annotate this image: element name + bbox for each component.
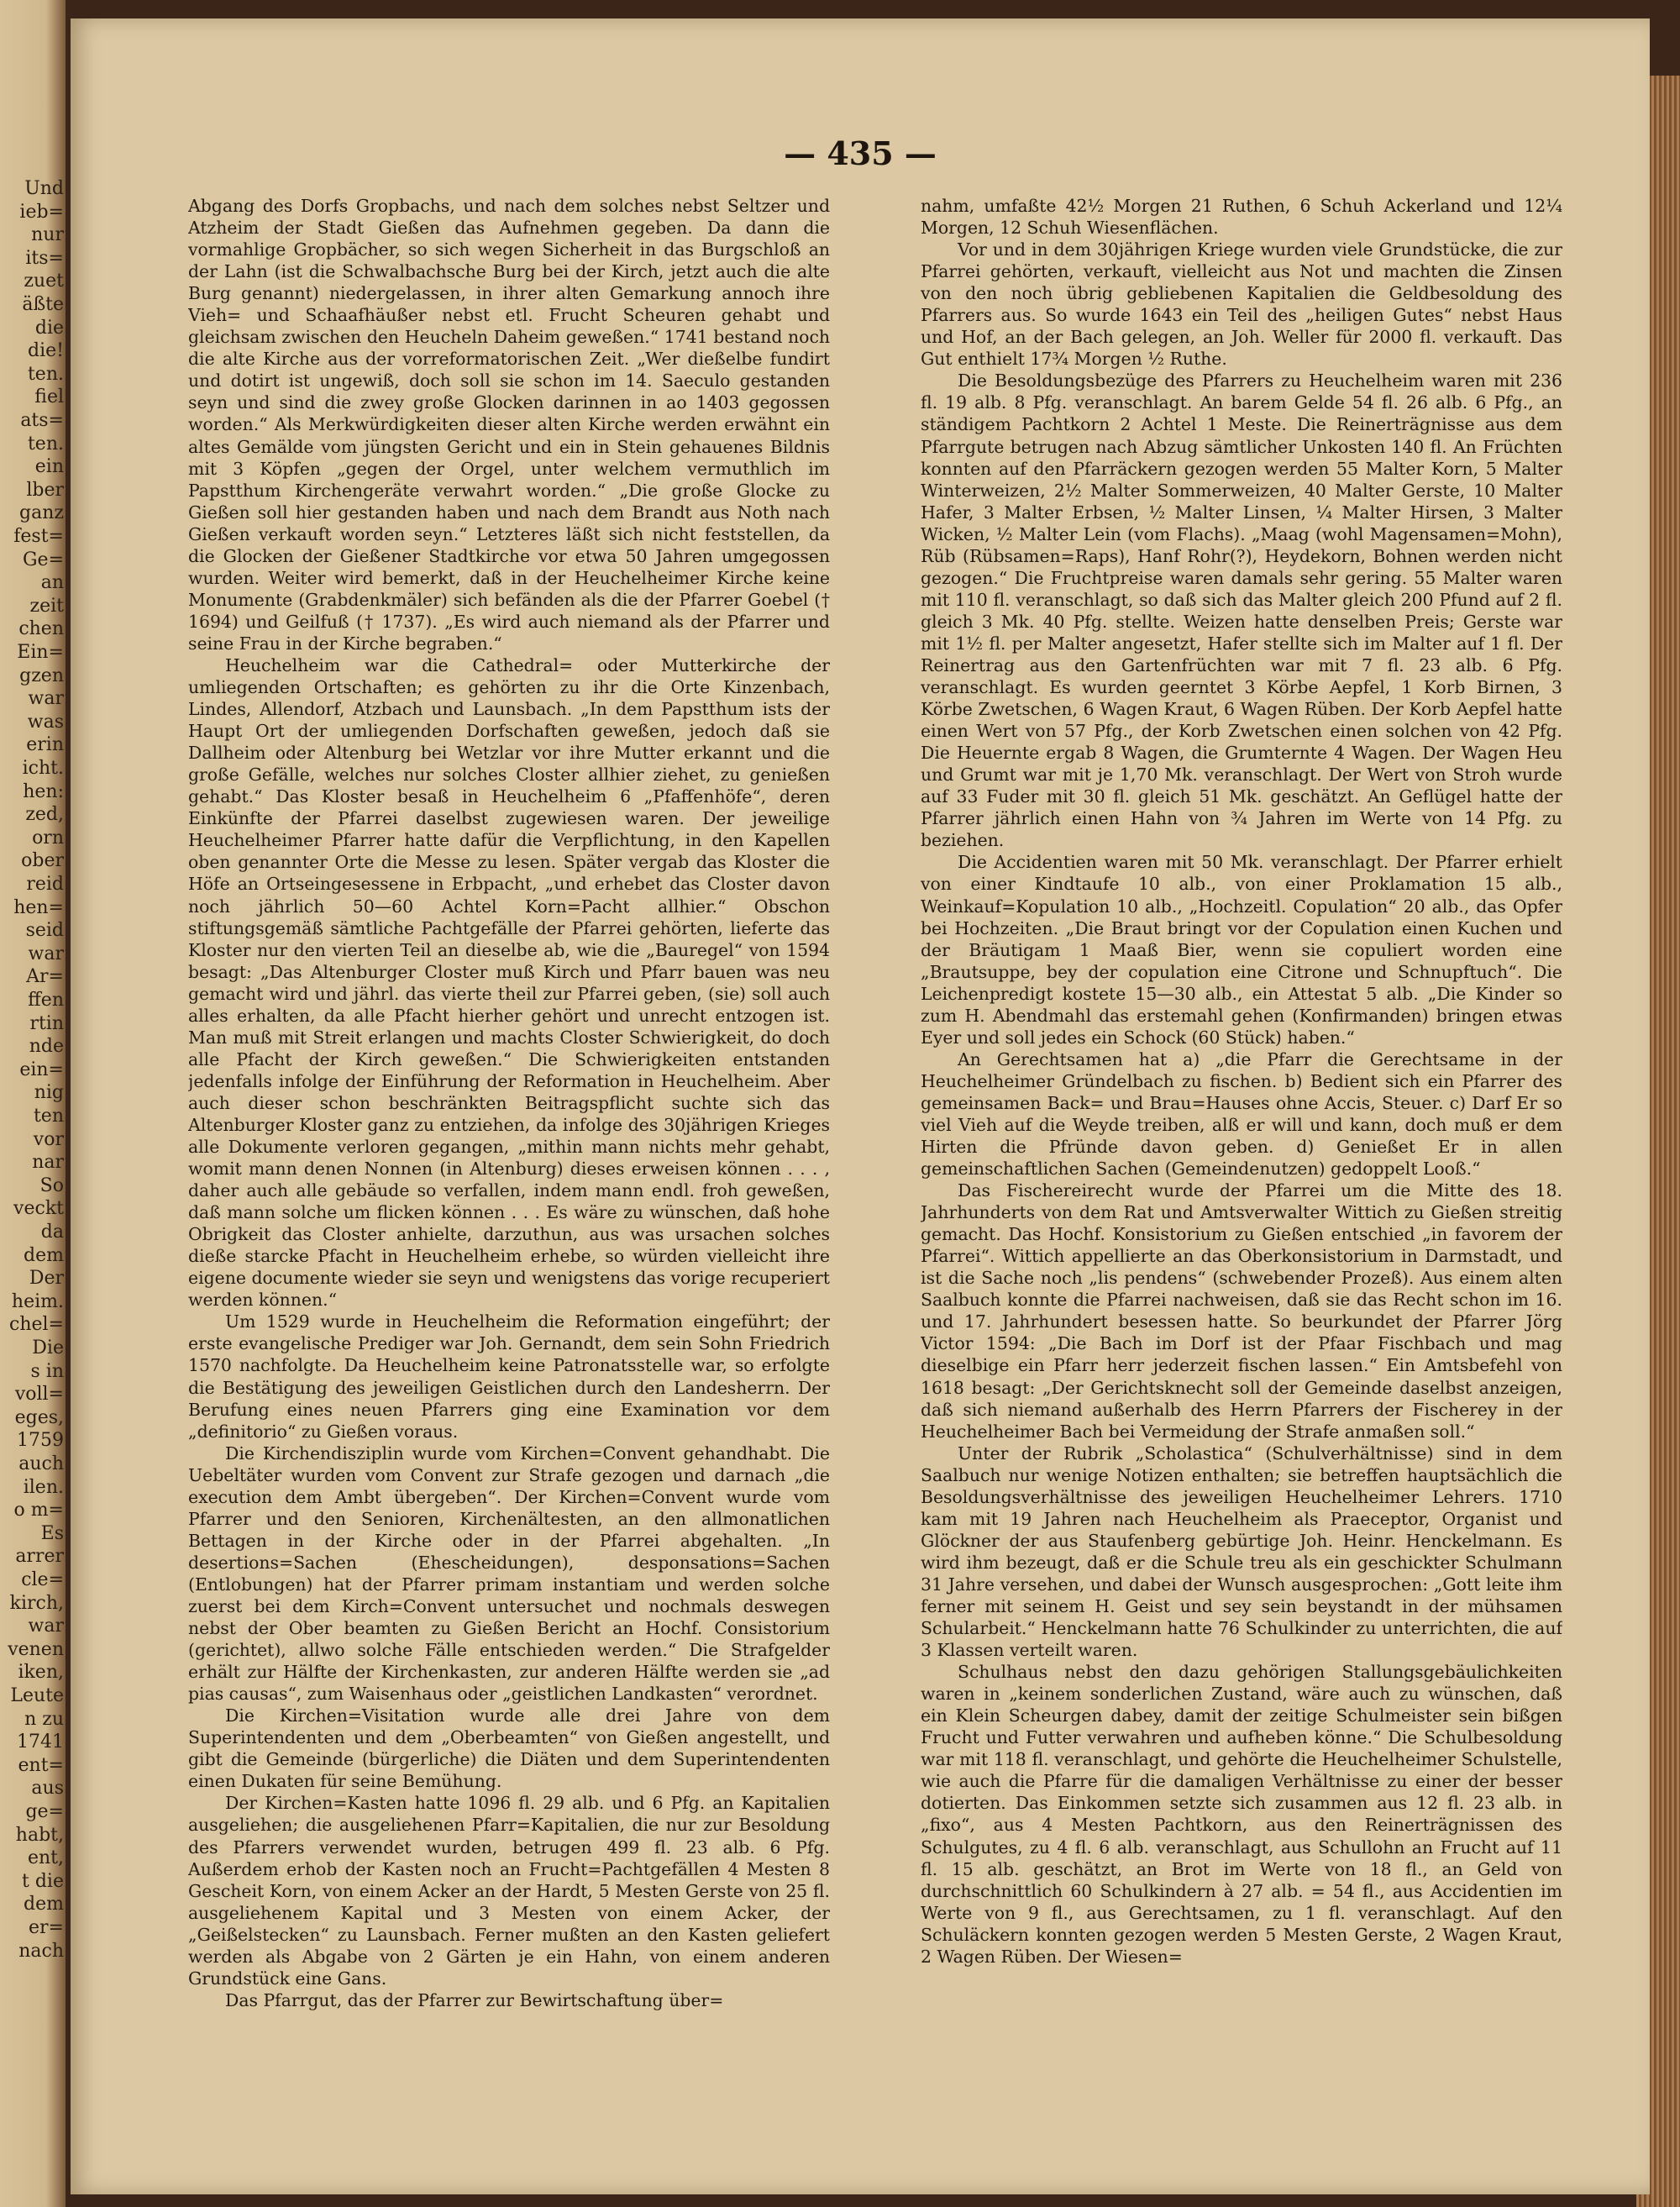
- margin-fragment: rtin: [29, 1012, 64, 1034]
- margin-fragment: nde: [29, 1036, 64, 1058]
- previous-page-edge: [0, 0, 66, 2207]
- paragraph: Schulhaus nebst den dazu gehörigen Stallungsgebäulichkeiten waren in „keinem sonderlichen Zustand, wäre auch zu wünschen, daß ein Klein Scheurgen dabey, damit der zeitige Schulmeister sein bißgen Frucht und Futter verwahren und aufheben könne.“ Die Schulbesoldung war mit 118 fl. veranschlagt, und gehörte die Heuchelheimer Schulstelle, wie auch die Pfarre für die damaligen Verhältnisse zu einer der besser dotierten. Das Einkommen setzte sich zusammen aus 12 fl. 23 alb. in „fixo“, aus 4 Mesten Pachtkorn, aus den Reinerträgnissen des Schulgutes, zu 4 fl. 6 alb. veranschlagt, aus Schullohn an Frucht auf 11 fl. 15 alb. geschätzt, an Brot im Werte von 18 fl., an Geld von durchschnittlich 60 Schulkindern à 27 alb. = 54 fl., aus Accidentien im Werte von 9 fl., aus Gerechtsamen, zu 1 fl. veranschlagt. Auf den Schuläckern konnten gezogen werden 5 Mesten Gerste, 2 Wagen Kraut, 2 Wagen Rüben. Der Wiesen=: [921, 1662, 1562, 1967]
- margin-fragment: war: [28, 943, 64, 964]
- margin-fragment: fest=: [13, 526, 64, 547]
- margin-fragment: ten.: [27, 433, 64, 455]
- margin-fragment: zuet: [24, 271, 64, 292]
- paragraph: Das Fischereirecht wurde der Pfarrei um die Mitte des 18. Jahrhunderts von dem Rat und Amtsverwalter Wittich zu Gießen streitig gemacht. Das Hochf. Konsistorium zu Gießen entschied „in favorem der Pfarrei“. Wittich appellierte an das Oberkonsistorium in Darmstadt, und ist die Sache noch „lis pendens“ (schwebender Prozeß). Aus einem alten Saalbuch konnte die Pfarrei nachweisen, daß sie das Recht schon im 16. und 17. Jahrhundert besessen hatte. So beurkundet der Pfarrer Jörg Victor 1594: „Die Bach im Dorf ist der Pfaar Fischbach und mag dieselbige ein Pfarr herr jederzeit fischen lassen.“ Ein Amtsbefehl von 1618 besagt: „Der Gerichtsknecht soll der Gemeinde daselbst anzeigen, daß sich niemand außerhalb des Herrn Pfarrers der Fischerey in der Heuchelheimer Bach bei Vermeidung der Strafe anmaßen soll.“: [921, 1180, 1562, 1442]
- margin-fragment: erin: [26, 734, 64, 756]
- margin-fragment: dem: [24, 1244, 64, 1266]
- margin-fragment: die: [34, 317, 64, 339]
- margin-fragment: auch: [18, 1453, 64, 1474]
- margin-fragment: seid: [25, 920, 64, 942]
- margin-fragment: zed,: [25, 804, 64, 826]
- margin-fragment: s in: [30, 1360, 64, 1382]
- margin-fragment: nig: [34, 1082, 64, 1104]
- margin-fragment: Leute: [10, 1685, 64, 1706]
- margin-fragment: gzen: [19, 665, 64, 686]
- margin-fragment: was: [27, 711, 64, 733]
- margin-fragment: habt,: [15, 1824, 64, 1846]
- margin-fragment: vor: [33, 1128, 64, 1150]
- right-column: [921, 195, 1562, 2085]
- margin-fragment: venen: [8, 1638, 64, 1660]
- margin-fragment: ten: [33, 1106, 64, 1127]
- margin-fragment: 1759: [17, 1430, 64, 1452]
- margin-fragment: n zu: [24, 1708, 64, 1730]
- paragraph: Die Besoldungsbezüge des Pfarrers zu Heuchelheim waren mit 236 fl. 19 alb. 8 Pfg. veranschlagt. An barem Gelde 54 fl. 26 alb. 6 Pfg., an ständigem Pachtkorn 2 Achtel 1 Meste. Die Reinerträgnisse aus dem Pfarrgute betrugen nach Abzug sämtlicher Unkosten 140 fl. An Früchten konnten auf den Pfarräckern gezogen werden 55 Malter Korn, 5 Malter Winterweizen, 2½ Malter Sommerweizen, 40 Malter Gerste, 10 Malter Hafer, 3 Malter Erbsen, ½ Malter Linsen, ¼ Malter Hirsen, 3 Malter Wicken, ½ Malter Lein (vom Flachs). „Maag (wohl Magensamen=Mohn), Rüb (Rübsamen=Raps), Hanf Rohr(?), Heydekorn, Bohnen werden nicht gezogen.“ Die Fruchtpreise waren damals sehr gering. 55 Malter waren mit 110 fl. veranschlagt, so daß sich das Malter gleich 200 Pfund auf 2 fl. gleich 3 Mk. 40 Pfg. stellte. Weizen hatte denselben Preis; Gerste war mit 1½ fl. per Malter angesetzt, Hafer stellte sich im Malter auf 1 fl. Der Reinertrag aus den Gartenfrüchten war mit 7 fl. 23 alb. 6 Pfg. veranschlagt. Es wurden geerntet 3 Körbe Aepfel, 1 Korb Birnen, 3 Körbe Zwetschen, 6 Wagen Kraut, 6 Wagen Rüben. Der Korb Aepfel hatte einen Wert von 57 Pfg., der Korb Zwetschen einen solchen von 42 Pfg. Die Heuernte ergab 8 Wagen, die Grumternte 4 Wagen. Der Wagen Heu und Grumt war mit je 1,70 Mk. veranschlagt. Der Wert von Stroh wurde auf 33 Fuder mit 30 fl. gleich 51 Mk. geschätzt. An Geflügel hatte der Pfarrer jährlich einen Hahn von ¾ Jahren im Werte von 14 Pfg. zu beziehen.: [921, 370, 1562, 851]
- margin-fragment: fiel: [34, 386, 64, 408]
- margin-fragment: die!: [28, 340, 64, 362]
- margin-fragment: zeit: [29, 595, 64, 617]
- margin-fragment: So: [39, 1174, 64, 1196]
- margin-fragment: eges,: [14, 1406, 64, 1428]
- margin-fragment: nar: [32, 1152, 64, 1174]
- book-page: [71, 18, 1650, 2194]
- margin-fragment: hen:: [23, 780, 64, 802]
- margin-fragment: ent=: [18, 1754, 64, 1776]
- margin-fragment: reid: [26, 874, 64, 895]
- margin-fragment: dem: [24, 1894, 64, 1915]
- margin-fragment: äßte: [22, 294, 64, 315]
- margin-fragment: ffen: [28, 990, 64, 1011]
- paragraph: Heuchelheim war die Cathedral= oder Mutterkirche der umliegenden Ortschaften; es gehörten zu ihr die Orte Kinzenbach, Lindes, Allendorf, Atzbach und Launsbach. „In dem Papstthum ists der Haupt Ort der umliegenden Dorfschaften geweßen, jedoch daß sie Dallheim oder Altenburg bei Wetzlar vor ihre Mutter erkannt und die große Gefälle, welches nur solches Closter allhier ziehet, zu genießen gehabt.“ Das Kloster besaß in Heuchelheim 6 „Pfaffenhöfe“, deren Einkünfte der Pfarrei daselbst zugewiesen waren. Der jeweilige Heuchelheimer Pfarrer hatte dafür die Verpflichtung, in den Kapellen oben genannter Orte die Messe zu lesen. Später vergab das Kloster die Höfe an Ortseingesessene in Erbpacht, „und erhebet das Closter davon noch jährlich 50—60 Achtel Korn=Pacht allhier.“ Obschon stiftungsgemäß sämtliche Pachtgefälle der Pfarrei gehörten, lieferte das Kloster nur den vierten Teil an dieselbe ab, wie die „Bauregel“ von 1594 besagt: „Das Altenburger Closter muß Kirch und Pfarr bauen was neu gemacht wird und jährl. das vierte theil zur Pfarrei geben, (sie) soll auch alles erhalten, da alle Pfacht hierher gehört und unrecht entzogen ist. Man muß mit Streit erlangen und machts Closter Schwierigkeit, do doch alle Pfacht der Kirch geweßen.“ Die Schwierigkeiten entstanden jedenfalls infolge der Einführung der Reformation in Heuchelheim. Aber auch dieser schon beschränkten Beitragspflicht suchte sich das Altenburger Kloster ganz zu entziehen, da infolge des 30jährigen Krieges alle Dokumente verloren gegangen, „mithin mann nichts mehr gehabt, womit mann denen Nonnen (in Altenburg) dieses erweisen können . . . , daher auch alle gebäude so verfallen, indem mann endl. froh geweßen, daß mann solche um flicken können . . . Es wäre zu wünschen, daß hohe Obrigkeit das Closter anhielte, darzuthun, aus was ursachen solches dieße starcke Pfacht in Heuchelheim erhebe, so würden vielleicht ihre eigene documente wieder sie seyn und wenigstens das vorige recuperiert werden können.“: [188, 654, 830, 1311]
- margin-fragment: Es: [40, 1522, 64, 1544]
- margin-fragment: Ge=: [22, 549, 64, 570]
- margin-fragment: cle=: [21, 1569, 64, 1590]
- margin-fragment: er=: [29, 1917, 64, 1938]
- margin-fragment: heim.: [11, 1290, 64, 1312]
- paragraph: Die Kirchendisziplin wurde vom Kirchen=Convent gehandhabt. Die Uebeltäter wurden vom Convent zur Strafe gezogen und darnach „die execution dem Ambt übergeben“. Der Kirchen=Convent wurde vom Pfarrer und den Senioren, Kirchenältesten, an den allmonatlichen Bettagen in der Kirche oder in der Pfarrei abgehalten. „In desertions=Sachen (Ehescheidungen), desponsations=Sachen (Entlobungen) hat der Pfarrer primam instantiam und werden solche zuerst bei dem Kirch=Convent untersuchet und nochmals deswegen nebst der Ober beamten zu Gießen Bericht an Hochf. Consistorium (gerichtet), allwo solche Fälle entschieden werden.“ Die Strafgelder erhält zur Hälfte der Kirchenkasten, zur anderen Hälfte werden sie „ad pias causas“, zum Waisenhaus oder „geistlichen Landkasten“ verordnet.: [188, 1442, 830, 1705]
- margin-fragment: ober: [21, 850, 64, 872]
- paragraph: Abgang des Dorfs Gropbachs, und nach dem solches nebst Seltzer und Atzheim der Stadt Gießen das Aufnehmen gegeben. Da dann die vormahlige Gropbächer, so sich wegen Sicherheit in das Burgschloß an der Lahn (ist die Schwalbachsche Burg bei der Kirch, jetzt auch die alte Burg genannt) niedergelassen, in ihrer alten Gemarkung annoch ihre Vieh= und Schaafhäußer nebst etl. Frucht Scheuren gehabt und gleichsam zwischen den Heucheln Daheim geweßen.“ 1741 bestand noch die alte Kirche aus der vorreformatorischen Zeit. „Wer dießelbe fundirt und dotirt ist ungewiß, doch soll sie schon im 14. Saeculo gestanden seyn und sind die zwey große Glocken darinnen in ao 1403 gegossen worden.“ Als Merkwürdigkeiten dieser alten Kirche werden erwähnt ein altes Gemälde vom jüngsten Gericht und ein in Stein gehauenes Bildnis mit 3 Köpfen „gegen der Orgel, unter welchem vermuthlich im Papstthum Kirchengeräte verwahrt worden.“ „Die große Glocke zu Gießen soll hier gestanden haben und nach dem Brandt aus Noth nach Gießen verkauft worden seyn.“ Letzteres läßt sich nicht feststellen, da die Glocken der Gießener Stadtkirche vor etwa 50 Jahren umgegossen wurden. Weiter wird bemerkt, daß in der Heuchelheimer Kirche keine Monumente (Grabdenkmäler) sich befänden als die der Pfarrer Goebel († 1694) und Geilfuß († 1737). „Es wird auch niemand als der Pfarrer und seine Frau in der Kirche begraben.“: [188, 196, 830, 654]
- margin-fragment: 1741: [17, 1731, 64, 1753]
- margin-fragment: its=: [25, 247, 64, 269]
- margin-fragment: Ar=: [26, 966, 64, 988]
- margin-fragment: nach: [18, 1940, 64, 1962]
- margin-fragment: ats=: [20, 410, 64, 431]
- margin-fragment: kirch,: [9, 1592, 64, 1614]
- margin-fragment: aus: [31, 1778, 64, 1800]
- paragraph: nahm, umfaßte 42½ Morgen 21 Ruthen, 6 Schuh Ackerland und 12¼ Morgen, 12 Schuh Wiesenflächen.: [921, 196, 1562, 239]
- margin-fragment: an: [40, 572, 64, 594]
- margin-fragment: icht.: [22, 758, 64, 779]
- paragraph: Unter der Rubrik „Scholastica“ (Schulverhältnisse) sind in dem Saalbuch nur wenige Notizen enthalten; sie betreffen hauptsächlich die Besoldungsverhältnisse des jeweiligen Heuchelheimer Lehrers. 1710 kam mit 19 Jahren nach Heuchelheim als Praeceptor, Organist und Glöckner der aus Staufenberg gebürtige Joh. Heinr. Henckelmann. Es wird ihm bezeugt, daß er die Schule treu als ein geschickter Schulmann 31 Jahre versehen, und dabei der Wunsch ausgesprochen: „Gott leite ihm ferner mit seinem H. Geist und sey sein beystandt in der mühsamen Schularbeit.“ Henckelmann hatte 76 Schulkinder zu unterrichten, die auf 3 Klassen verteilt waren.: [921, 1442, 1562, 1661]
- paragraph: Die Kirchen=Visitation wurde alle drei Jahre von dem Superintendenten und dem „Oberbeamten“ von Gießen angestellt, und gibt die Gemeinde (bürgerliche) die Diäten und dem Superintendenten einen Dukaten für seine Bemühung.: [188, 1705, 830, 1792]
- margin-fragment: o m=: [13, 1500, 64, 1521]
- paragraph: Das Pfarrgut, das der Pfarrer zur Bewirtschaftung über=: [225, 1989, 724, 2010]
- margin-fragment: ent,: [27, 1847, 64, 1869]
- margin-fragment: ein: [34, 456, 64, 478]
- paragraph: Die Accidentien waren mit 50 Mk. veranschlagt. Der Pfarrer erhielt von einer Kindtaufe 10 alb., von einer Proklamation 15 alb., Weinkauf=Kopulation 10 alb., „Hochzeitl. Copulation“ 20 alb., das Opfer bei Hochzeiten. „Die Braut bringt vor der Copulation einen Kuchen und der Bräutigam 1 Maaß Bier, wenn sie copuliert worden eine „Brautsuppe, bey der copulation eine Citrone und Schnupftuch“. Die Leichenpredigt kostete 15—30 alb., ein Attestat 5 alb. „Die Kinder so zum H. Abendmahl das erstemahl gehen (Konfirmanden) bringen etwas Eyer und soll jedes ein Schock (60 Stück) haben.“: [921, 852, 1562, 1048]
- margin-fragment: hen=: [13, 896, 64, 918]
- margin-fragment: iken,: [18, 1662, 64, 1684]
- margin-fragment: Die: [32, 1337, 64, 1358]
- margin-fragment: ge=: [25, 1801, 64, 1822]
- margin-fragment: ieb=: [19, 201, 64, 223]
- margin-fragment: da: [40, 1222, 64, 1243]
- paragraph: An Gerechtsamen hat a) „die Pfarr die Gerechtsame in der Heuchelheimer Gründelbach zu fischen. b) Bedient sich ein Pfarrer des gemeinsamen Back= und Brau=Hauses ohne Accis, Steuer. c) Darf Er so viel Vieh auf die Weyde treiben, alß er will und kann, doch muß er dem Hirten die Pfründe davon geben. d) Genießet Er in allen gemeinschaftlichen Sachen (Gemeindenutzen) gedoppelt Looß.“: [921, 1048, 1562, 1180]
- paragraph: Vor und in dem 30jährigen Kriege wurden viele Grundstücke, die zur Pfarrei gehörten, verkauft, vielleicht aus Not und machten die Zinsen von den noch übrig gebliebenen Kapitalien die Geldbesoldung des Pfarrers aus. So wurde 1643 ein Teil des „heiligen Gutes“ nebst Haus und Hof, an der Bach gelegen, an Joh. Weller für 2000 fl. verkauft. Das Gut enthielt 17¾ Morgen ½ Ruthe.: [921, 239, 1562, 370]
- margin-fragment: war: [28, 688, 64, 710]
- margin-fragment: war: [28, 1616, 64, 1637]
- margin-fragment: chel=: [9, 1314, 64, 1336]
- margin-fragment: ganz: [19, 502, 64, 524]
- margin-fragment: voll=: [14, 1384, 64, 1406]
- margin-fragment: lber: [26, 479, 64, 501]
- margin-fragment: Und: [24, 178, 64, 199]
- margin-fragment: veckt: [13, 1198, 64, 1220]
- margin-fragment: t die: [22, 1870, 64, 1892]
- margin-fragment: ein=: [19, 1059, 64, 1080]
- paragraph: Um 1529 wurde in Heuchelheim die Reformation eingeführt; der erste evangelische Prediger war Joh. Gernandt, dem sein Sohn Friedrich 1570 nachfolgte. Da Heuchelheim keine Patronatsstelle war, so erfolgte die Bestätigung des jeweiligen Geistlichen durch den Landesherrn. Der Berufung eines neuen Pfarrers ging eine Examination vor dem „definitorio“ zu Gießen voraus.: [188, 1311, 830, 1442]
- page-number: — 435 —: [784, 134, 937, 172]
- margin-fragment: ten.: [27, 363, 64, 385]
- margin-fragment: orn: [32, 827, 64, 849]
- margin-fragment: ilen.: [23, 1476, 64, 1498]
- margin-fragment: nur: [31, 224, 64, 246]
- paragraph: Der Kirchen=Kasten hatte 1096 fl. 29 alb. und 6 Pfg. an Kapitalien ausgeliehen; die ausgeliehenen Pfarr=Kapitalien, die nur zur Besoldung des Pfarrers verwendet wurden, betrugen 499 fl. 23 alb. 6 Pfg. Außerdem erhob der Kasten noch an Frucht=Pachtgefällen 4 Mesten 8 Gescheit Korn, von einem Acker an der Hardt, 5 Mesten Gerste von 25 fl. ausgeliehenem Kapital und 3 Mesten von einem Acker, der „Geißelstecken“ zu Launsbach. Ferner mußten an den Kasten geliefert werden als Abgabe von 2 Gärten je ein Hahn, von einem anderen Grundstück eine Gans.: [188, 1793, 830, 1989]
- left-column: [188, 195, 830, 2085]
- margin-fragment: Der: [29, 1268, 64, 1290]
- margin-fragment: arrer: [15, 1546, 64, 1568]
- margin-fragment: chen: [18, 618, 64, 640]
- margin-fragment: Ein=: [17, 642, 64, 663]
